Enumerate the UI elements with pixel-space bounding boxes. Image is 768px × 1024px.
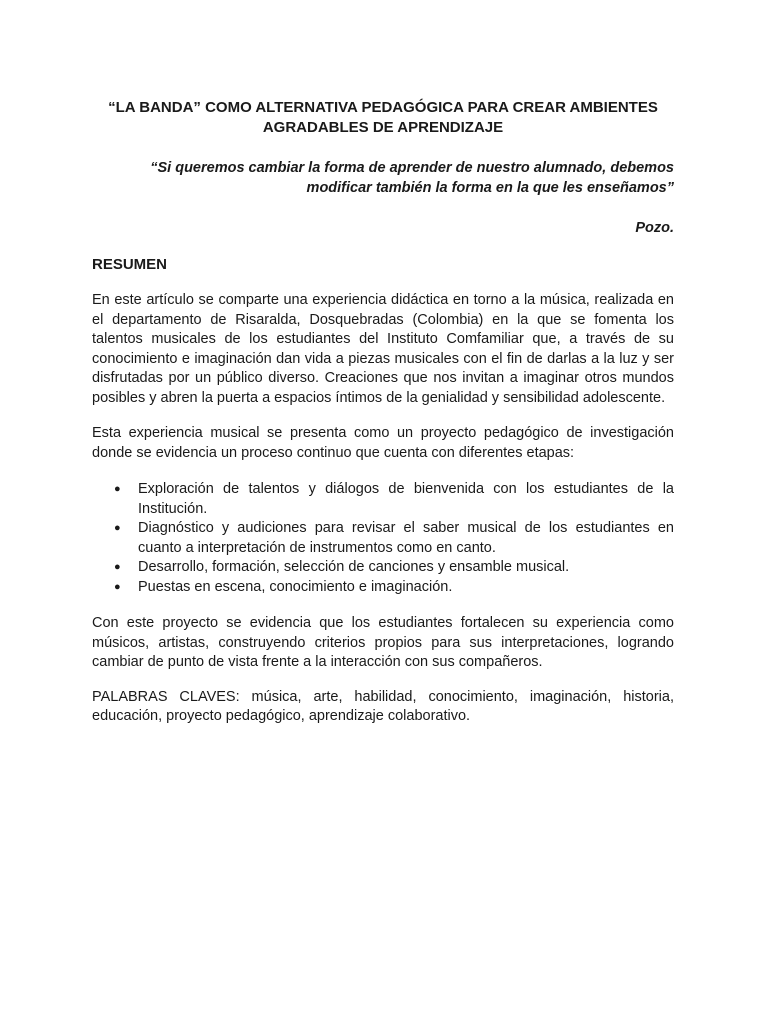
epigraph-author: Pozo.: [635, 220, 674, 236]
document-title: [92, 98, 674, 138]
bullet-icon: ●: [114, 561, 121, 573]
paragraph-conclusion: Con este proyecto se evidencia que los estudiantes fortalecen su experiencia como músicos, artistas, construyendo criterios propios para sus interpretaciones, logrando cambiar de punto de vista frente a la interacción con sus compañeros.: [92, 615, 674, 670]
list-item: [114, 519, 674, 558]
bullet-icon: ●: [114, 522, 121, 534]
list-item-text: Diagnóstico y audiciones para revisar el saber musical de los estudiantes en cuanto a interpretación de instrumentos como en canto.: [138, 520, 674, 556]
epigraph-line-2: modificar también la forma en la que les enseñamos”: [306, 180, 674, 196]
list-item-text: Desarrollo, formación, selección de canciones y ensamble musical.: [138, 559, 570, 575]
section-heading-resumen: RESUMEN: [92, 256, 168, 273]
title-line-1: “LA BANDA” COMO ALTERNATIVA PEDAGÓGICA PARA CREAR AMBIENTES: [108, 99, 658, 116]
bullet-icon: ●: [114, 580, 121, 593]
epigraph-quote: [92, 158, 674, 198]
list-item: [114, 578, 674, 598]
stages-list: [92, 480, 674, 597]
list-item: [114, 480, 674, 519]
paragraph-intro: En este artículo se comparte una experiencia didáctica en torno a la música, realizada en el departamento de Risaralda, Dosquebradas (Colombia) en la que se fomenta los talentos musicales de los estudiantes del Instituto Comfamiliar que, a través de su conocimiento e imaginación dan vida a piezas musicales con el fin de darlas a la luz y ser disfrutadas por un público diverso. Creaciones que nos invitan a imaginar otros mundos posibles y abren la puerta a espacios íntimos de la genialidad y sensibilidad adolescente.: [92, 292, 674, 406]
title-line-2: AGRADABLES DE APRENDIZAJE: [262, 119, 504, 136]
paragraph-keywords: PALABRAS CLAVES: música, arte, habilidad, conocimiento, imaginación, historia, educación, proyecto pedagógico, aprendizaje colaborativo.: [92, 688, 674, 724]
bullet-icon: ●: [114, 483, 121, 495]
list-item: [114, 558, 674, 578]
epigraph-line-1: “Si queremos cambiar la forma de aprender de nuestro alumnado, debemos: [150, 160, 674, 176]
list-item-text: Exploración de talentos y diálogos de bienvenida con los estudiantes de la Institución.: [138, 481, 674, 517]
list-item-text: Puestas en escena, conocimiento e imaginación.: [138, 578, 453, 595]
paragraph-experience: Esta experiencia musical se presenta como un proyecto pedagógico de investigación donde se evidencia un proceso continuo que cuenta con diferentes etapas:: [92, 425, 674, 461]
document-page: [92, 98, 674, 727]
